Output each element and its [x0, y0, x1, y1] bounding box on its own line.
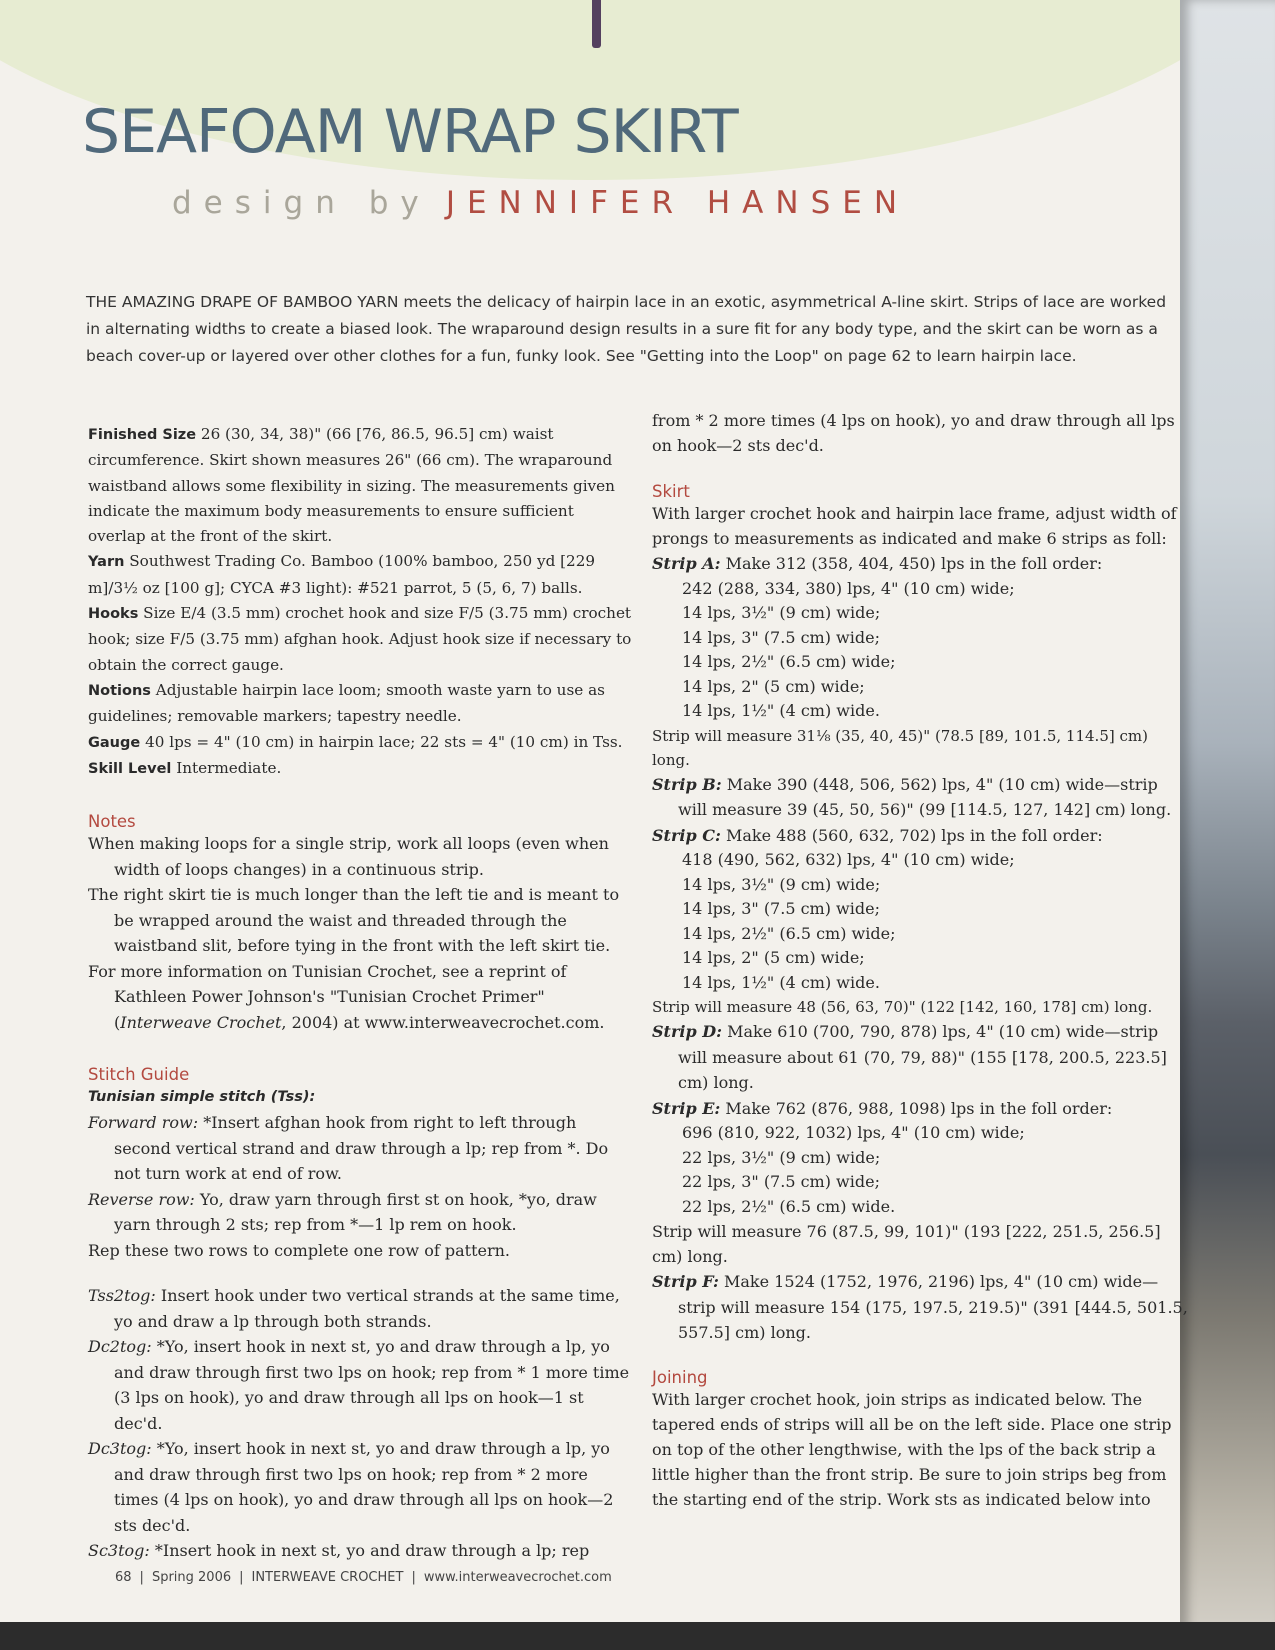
strip-a-measure: Strip will measure 31⅛ (35, 40, 45)" (78.5 [89, 101.5, 114.5] cm) long. [652, 726, 1148, 769]
strip-c-line: 418 (490, 562, 632) lps, 4" (10 cm) wide; [682, 850, 1015, 869]
strip-f: Strip F: Make 1524 (1752, 1976, 2196) lps, 4" (10 cm) wide—strip will measure 154 (175, 197.5, 219.5)" (391 [444.5, 501.5, 557.5] cm) long. [652, 1272, 1188, 1342]
strip-a-line: 14 lps, 2" (5 cm) wide; [682, 676, 865, 696]
scan-bottom-edge [0, 1622, 1275, 1650]
strip-c-line: 14 lps, 3" (7.5 cm) wide; [682, 899, 880, 918]
strip-e-line: 22 lps, 2½" (6.5 cm) wide. [682, 1196, 896, 1216]
strip-a-line: 14 lps, 3½" (9 cm) wide; [682, 603, 881, 622]
joining-text: With larger crochet hook, join strips as indicated below. The tapered ends of strips will all be on the left side. Place one strip on top of the other lengthwise, with the lps of the back strip a little higher than the front strip. Be sure to join strips beg from the starting end of the strip. Work sts as indicated below into [652, 1389, 1172, 1509]
dc3tog: Dc3tog: *Yo, insert hook in next st, yo and draw through a lp, yo and draw through first two lps on hook; rep from * 2 more times (4 lps on hook), yo and draw through all lps on hook—2 sts dec'd. [88, 1439, 614, 1535]
left-column [88, 422, 636, 1564]
strip-e-line: 22 lps, 3" (7.5 cm) wide; [682, 1172, 880, 1191]
byline-author: JENNIFER HANSEN [445, 185, 910, 221]
spec-label: Notions [88, 682, 151, 699]
rep-rows: Rep these two rows to complete one row of pattern. [88, 1240, 510, 1260]
reverse-row: Reverse row: Yo, draw yarn through first st on hook, *yo, draw yarn through 2 sts; rep from *—1 lp rem on hook. [88, 1189, 597, 1235]
strip-a-line: 14 lps, 2½" (6.5 cm) wide; [682, 652, 896, 671]
article-title: SEAFOAM WRAP SKIRT [82, 97, 738, 167]
spec-finished-size: Finished Size 26 (30, 34, 38)" (66 [76, 86.5, 96.5] cm) waist circumference. Skirt shown measures 26" (66 cm). The wraparound waistband allows some flexibility in sizing. The measurements given indicate the maximum body measurements to ensure sufficient overlap at the front of the skirt. [88, 425, 615, 546]
byline-prefix: design by [172, 185, 431, 221]
dc2tog: Dc2tog: *Yo, insert hook in next st, yo and draw through a lp, yo and draw through first two lps on hook; rep from * 1 more time (3 lps on hook), yo and draw through all lps on hook—1 st dec'd. [88, 1337, 630, 1433]
note-item: When making loops for a single strip, work all loops (even when width of loops changes) in a continuous strip. [88, 834, 609, 879]
spec-label: Gauge [88, 734, 141, 751]
intro-paragraph: THE AMAZING DRAPE OF BAMBOO YARN meets the delicacy of hairpin lace in an exotic, asymmetrical A-line skirt. Strips of lace are worked in alternating widths to create a biased look. The wraparound design results in a sure fit for any body type, and the skirt can be worn as a beach cover-up or layered over other clothes for a fun, funky look. See "Getting into the Loop" on page 62 to learn hairpin lace. [86, 293, 1167, 365]
strip-e-line: 696 (810, 922, 1032) lps, 4" (10 cm) wide; [682, 1123, 1025, 1142]
bookmark-ribbon [592, 0, 601, 48]
strip-c-line: 14 lps, 2½" (6.5 cm) wide; [682, 923, 896, 943]
spec-notions: Notions Adjustable hairpin lace loom; smooth waste yarn to use as guidelines; removable markers; tapestry needle. [88, 680, 605, 726]
strip-c-line: 14 lps, 2" (5 cm) wide; [682, 948, 865, 967]
strip-c-line: 14 lps, 3½" (9 cm) wide; [682, 874, 881, 894]
spec-hooks: Hooks Size E/4 (3.5 mm) crochet hook and size F/5 (3.75 mm) crochet hook; size F/5 (3.75 mm) afghan hook. Adjust hook size if necessary to obtain the correct gauge. [88, 604, 632, 674]
spec-label: Yarn [88, 554, 125, 571]
right-column [652, 408, 1190, 1512]
skirt-intro: With larger crochet hook and hairpin lace frame, adjust width of prongs to measurements as indicated and make 6 strips as foll: [652, 504, 1177, 548]
strip-a-line: 14 lps, 1½" (4 cm) wide. [682, 701, 880, 720]
note-more-info: For more information on Tunisian Crochet, see a reprint of Kathleen Power Johnson's "Tunisian Crochet Primer" (Interweave Crochet, 2004) at www.interweavecrochet.com. [88, 961, 605, 1032]
strip-c: Strip C: Make 488 (560, 632, 702) lps in the foll order: [652, 825, 1103, 845]
joining-heading: Joining [652, 1367, 708, 1387]
stitch-guide-heading: Stitch Guide [88, 1065, 190, 1085]
magazine-url: www.interweavecrochet.com [423, 1570, 612, 1585]
page-number: 68 [115, 1570, 132, 1585]
magazine-name: INTERWEAVE CROCHET [251, 1570, 404, 1585]
strip-a-line: 242 (288, 334, 380) lps, 4" (10 cm) wide; [682, 578, 1015, 598]
strip-a-line: 14 lps, 3" (7.5 cm) wide; [682, 627, 880, 647]
note-item: The right skirt tie is much longer than the left tie and is meant to be wrapped around the waist and threaded through the waistband slit, before tying in the front with the left skirt tie. [88, 885, 620, 956]
strip-c-measure: Strip will measure 48 (56, 63, 70)" (122 [142, 160, 178] cm) long. [652, 998, 1153, 1016]
strip-b: Strip B: Make 390 (448, 506, 562) lps, 4" (10 cm) wide—strip will measure 39 (45, 50, 56)" (99 [114.5, 127, 142] cm) long. [652, 774, 1172, 819]
spec-label: Skill Level [88, 760, 172, 777]
skirt-heading: Skirt [652, 482, 690, 501]
spec-yarn: Yarn Southwest Trading Co. Bamboo (100% bamboo, 250 yd [229 m]/3½ oz [100 g]; CYCA #3 light): #521 parrot, 5 (5, 6, 7) balls. [88, 552, 596, 597]
strip-e-line: 22 lps, 3½" (9 cm) wide; [682, 1147, 881, 1167]
issue-date: Spring 2006 [151, 1570, 232, 1585]
spec-skill-level: Skill Level Intermediate. [88, 758, 282, 777]
strip-e: Strip E: Make 762 (876, 988, 1098) lps in the foll order: [652, 1098, 1113, 1118]
page-footer: 68 | Spring 2006 | INTERWEAVE CROCHET | www.interweavecrochet.com [115, 1570, 612, 1585]
spec-gauge: Gauge 40 lps = 4" (10 cm) in hairpin lace; 22 sts = 4" (10 cm) in Tss. [88, 732, 623, 751]
sc3tog-continued: from * 2 more times (4 lps on hook), yo and draw through all lps on hook—2 sts dec'd. [652, 411, 1175, 455]
byline [172, 185, 910, 221]
strip-a: Strip A: Make 312 (358, 404, 450) lps in the foll order: [652, 554, 1103, 573]
spec-label: Hooks [88, 606, 139, 623]
sc3tog: Sc3tog: *Insert hook in next st, yo and draw through a lp; rep [88, 1541, 590, 1561]
strip-e-measure: Strip will measure 76 (87.5, 99, 101)" (193 [222, 251.5, 256.5] cm) long. [652, 1222, 1161, 1266]
tss-title: Tunisian simple stitch (Tss): [88, 1089, 316, 1106]
strip-d: Strip D: Make 610 (700, 790, 878) lps, 4" (10 cm) wide—strip will measure about 61 (70, 79, 88)" (155 [178, 200.5, 223.5] cm) long. [652, 1022, 1167, 1092]
notes-heading: Notes [88, 812, 136, 832]
adjacent-page-photo [1180, 0, 1275, 1650]
spec-label: Finished Size [88, 427, 197, 443]
forward-row: Forward row: *Insert afghan hook from right to left through second vertical strand and draw through a lp; rep from *. Do not turn work at end of row. [88, 1113, 609, 1184]
tss2tog: Tss2tog: Insert hook under two vertical strands at the same time, yo and draw a lp through both strands. [88, 1286, 620, 1331]
strip-c-line: 14 lps, 1½" (4 cm) wide. [682, 972, 880, 992]
